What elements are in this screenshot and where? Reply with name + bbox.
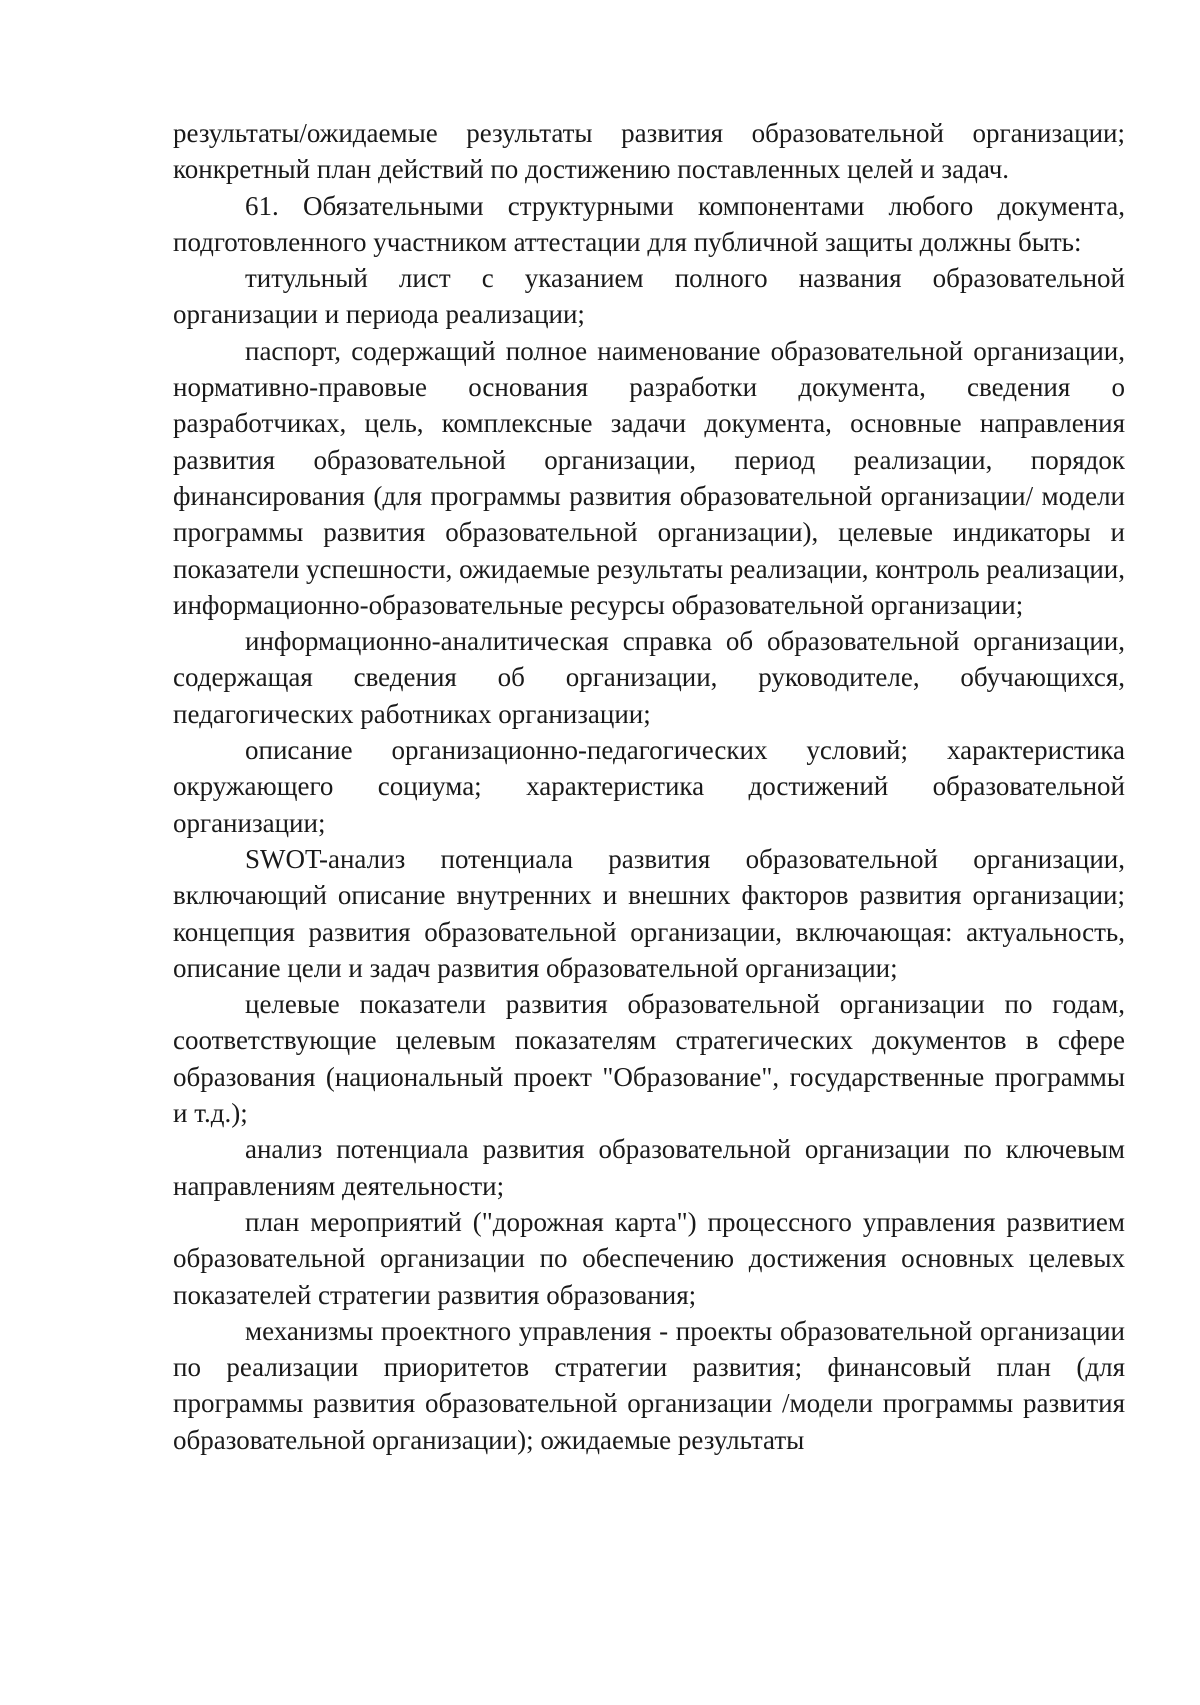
paragraph-project-management: механизмы проектного управления - проекты образовательной организации по реализации приоритетов стратегии развития; финансовый план (для программы развития образовательной организации /модели программы развития образовательной организации); ожидаемые результаты (173, 1315, 1125, 1455)
paragraph-item-61: 61. Обязательными структурными компонентами любого документа, подготовленного участником аттестации для публичной защиты должны быть: (173, 190, 1125, 257)
paragraph-target-indicators: целевые показатели развития образовательной организации по годам, соответствующие целевым показателям стратегических документов в сфере образования (национальный проект "Образование", государственные программы и т.д.); (173, 989, 1125, 1129)
paragraph-info-analytic: информационно-аналитическая справка об образовательной организации, содержащая сведения об организации, руководителе, обучающихся, педагогических работниках организации; (173, 626, 1125, 729)
paragraph-roadmap: план мероприятий ("дорожная карта") процессного управления развитием образовательной организации по обеспечению достижения основных целевых показателей стратегии развития образования; (173, 1206, 1125, 1310)
paragraph-swot: SWOT-анализ потенциала развития образовательной организации, включающий описание внутренних и внешних факторов развития организации; концепция развития образовательной организации, включающая: актуальность, описание цели и задач развития образовательной организации; (173, 843, 1125, 983)
document-body (173, 115, 1125, 1458)
paragraph-passport: паспорт, содержащий полное наименование образовательной организации, нормативно-правовые основания разработки документа, сведения о разработчиках, цель, комплексные задачи документа, основные направления развития образовательной организации, период реализации, порядок финансирования (для программы развития образовательной организации/ модели программы развития образовательной организации), целевые индикаторы и показатели успешности, ожидаемые результаты реализации, контроль реализации, информационно-образовательные ресурсы образовательной организации; (173, 335, 1125, 620)
paragraph-continuation: результаты/ожидаемые результаты развития образовательной организации; конкретный план действий по достижению поставленных целей и задач. (173, 118, 1125, 185)
paragraph-conditions: описание организационно-педагогических условий; характеристика окружающего социума; характеристика достижений образовательной организации; (173, 735, 1125, 838)
paragraph-title-page: титульный лист с указанием полного названия образовательной организации и периода реализации; (173, 263, 1125, 330)
paragraph-potential-analysis: анализ потенциала развития образовательной организации по ключевым направлениям деятельности; (173, 1134, 1125, 1201)
